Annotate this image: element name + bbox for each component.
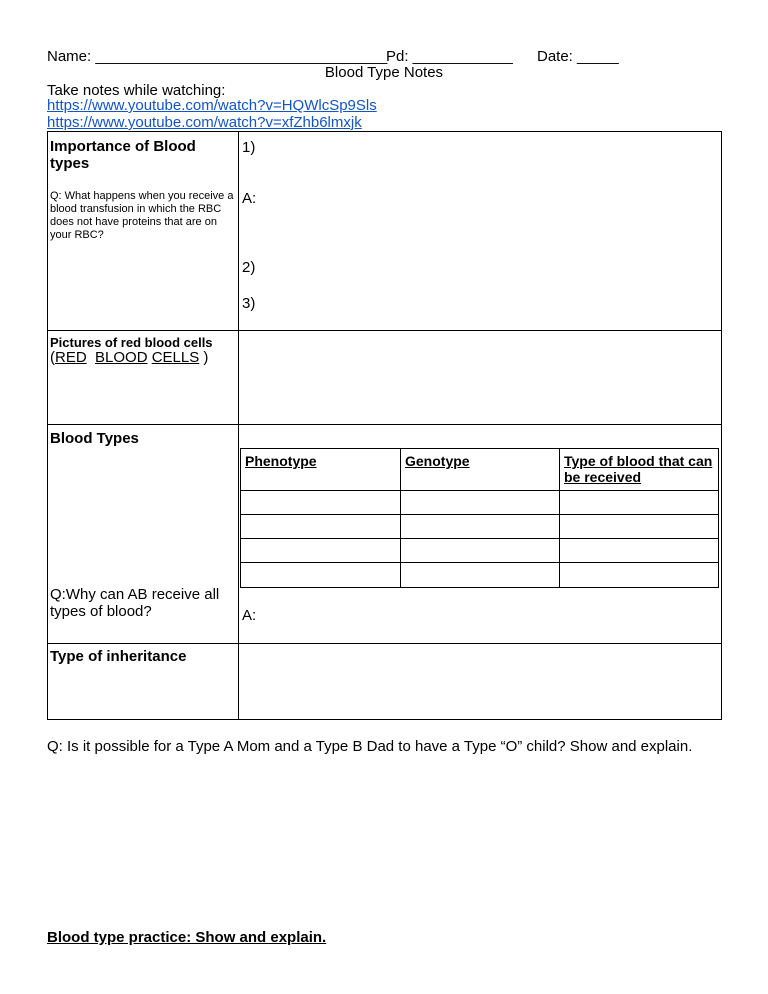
name-field-label: Name: ___________________________________ bbox=[47, 48, 388, 65]
pictures-heading: Pictures of red blood cells bbox=[50, 335, 213, 350]
col-header-genotype: Genotype bbox=[405, 453, 470, 469]
practice-heading: Blood type practice: Show and explain. bbox=[47, 929, 327, 946]
importance-heading: Importance of Blood types bbox=[50, 138, 196, 172]
col-header-receivable: Type of blood that can be received bbox=[564, 453, 713, 485]
page-title: Blood Type Notes bbox=[324, 64, 444, 81]
rbc-word-blood: BLOOD bbox=[95, 349, 148, 366]
answer-3-label: 3) bbox=[242, 295, 256, 312]
ab-question: Q:Why can AB receive all types of blood? bbox=[50, 586, 220, 620]
video-link-1[interactable]: https://www.youtube.com/watch?v=HQWlcSp9Sls bbox=[47, 97, 377, 114]
answer-2-label: 2) bbox=[242, 259, 256, 276]
blood-types-heading: Blood Types bbox=[50, 430, 139, 447]
instruction-text: Take notes while watching: bbox=[47, 82, 226, 99]
period-field-label: Pd: ____________ bbox=[386, 48, 513, 65]
inheritance-heading: Type of inheritance bbox=[50, 648, 187, 665]
answer-1-label: 1) bbox=[242, 139, 256, 156]
ab-answer-label: A: bbox=[242, 607, 257, 624]
rbc-caption: (RED BLOOD CELLS ) bbox=[50, 349, 209, 366]
importance-question: Q: What happens when you receive a blood transfusion in which the RBC does not have proteins that are on your RBC? bbox=[50, 190, 234, 241]
col-header-phenotype: Phenotype bbox=[245, 453, 317, 469]
video-link-2[interactable]: https://www.youtube.com/watch?v=xfZhb6lmxjk bbox=[47, 114, 362, 131]
date-field-label: Date: _____ bbox=[537, 48, 619, 65]
answer-a-label: A: bbox=[242, 190, 257, 207]
rbc-word-red: RED bbox=[55, 349, 87, 366]
type-o-question: Q: Is it possible for a Type A Mom and a Type B Dad to have a Type “O” child? Show and explain. bbox=[47, 738, 693, 755]
rbc-word-cells: CELLS bbox=[151, 349, 200, 366]
